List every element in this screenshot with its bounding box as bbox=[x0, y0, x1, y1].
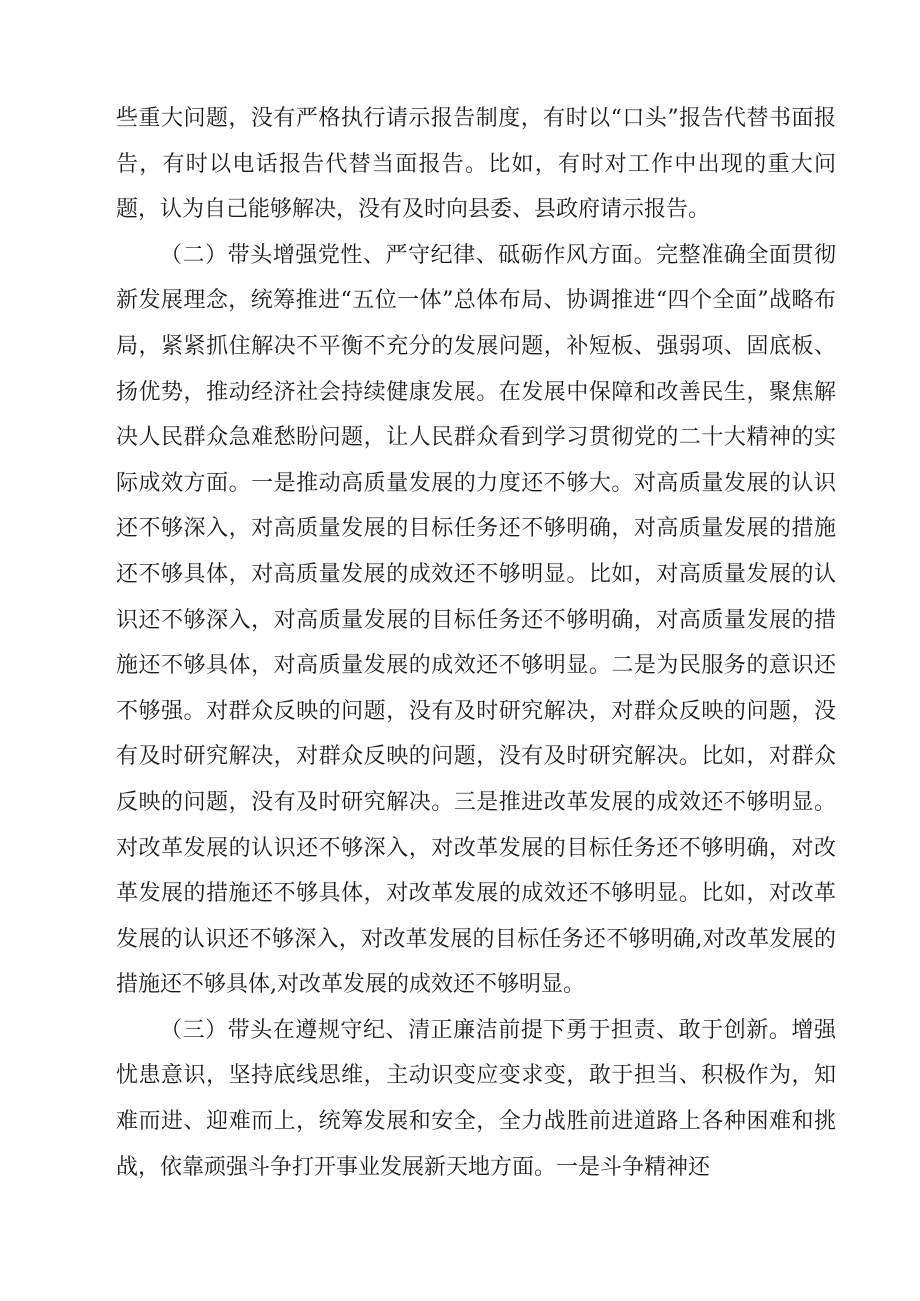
document-page bbox=[116, 96, 836, 1190]
paragraph-section-three: （三）带头在遵规守纪、清正廉洁前提下勇于担责、敢于创新。增强忧患意识，坚持底线思维，主动识变应变求变，敢于担当、积极作为，知难而进、迎难而上，统筹发展和安全，全力战胜前进道路上各种困难和挑战，依靠顽强斗争打开事业发展新天地方面。一是斗争精神还 bbox=[116, 1017, 836, 1180]
paragraph-continuation: 些重大问题，没有严格执行请示报告制度，有时以“口头”报告代替书面报告，有时以电话报告代替当面报告。比如，有时对工作中出现的重大问题，认为自己能够解决，没有及时向县委、县政府请示报告。 bbox=[116, 106, 836, 223]
paragraph-section-two: （二）带头增强党性、严守纪律、砥砺作风方面。完整准确全面贯彻新发展理念，统筹推进“五位一体”总体布局、协调推进“四个全面”战略布局，紧紧抓住解决不平衡不充分的发展问题，补短板、强弱项、固底板、扬优势，推动经济社会持续健康发展。在发展中保障和改善民生，聚焦解决人民群众急难愁盼问题，让人民群众看到学习贯彻党的二十大精神的实际成效方面。一是推动高质量发展的力度还不够大。对高质量发展的认识还不够深入，对高质量发展的目标任务还不够明确，对高质量发展的措施还不够具体，对高质量发展的成效还不够明显。比如，对高质量发展的认识还不够深入，对高质量发展的目标任务还不够明确，对高质量发展的措施还不够具体，对高质量发展的成效还不够明显。二是为民服务的意识还不够强。对群众反映的问题，没有及时研究解决，对群众反映的问题，没有及时研究解决，对群众反映的问题，没有及时研究解决。比如，对群众反映的问题，没有及时研究解决。三是推进改革发展的成效还不够明显。对改革发展的认识还不够深入，对改革发展的目标任务还不够明确，对改革发展的措施还不够具体，对改革发展的成效还不够明显。比如，对改革发展的认识还不够深入，对改革发展的目标任务还不够明确,对改革发展的措施还不够具体,对改革发展的成效还不够明显。 bbox=[116, 242, 836, 998]
